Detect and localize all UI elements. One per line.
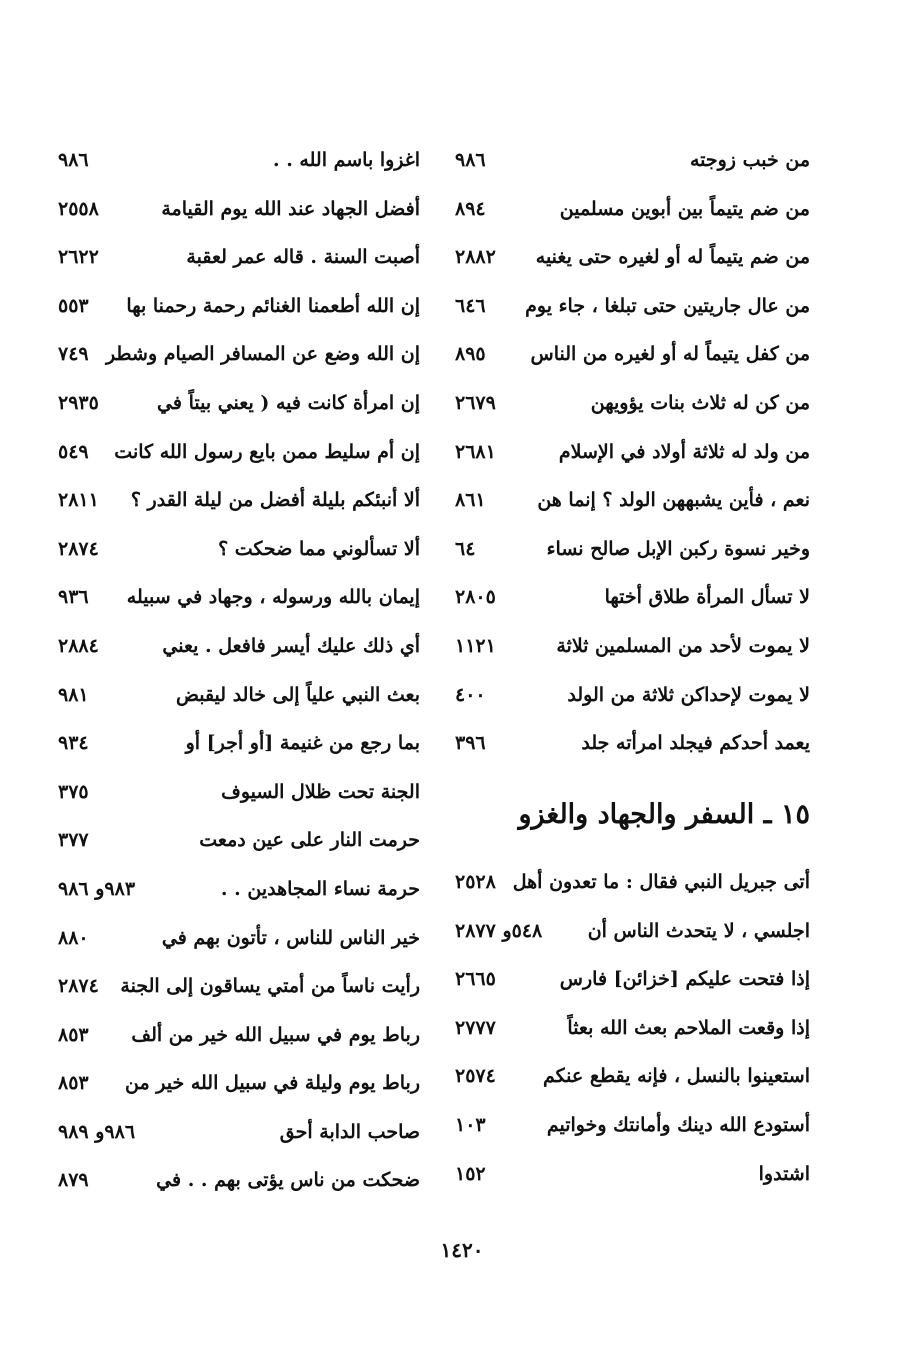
index-entry (455, 189, 810, 238)
index-entry (58, 723, 420, 772)
right-index-column (455, 140, 810, 772)
index-entry (58, 1015, 420, 1064)
index-entry (58, 1112, 420, 1161)
entry-text: لا يموت لأحد من المسلمين ثلاثة (556, 634, 810, 657)
entry-text: لا يموت لإحداكن ثلاثة من الولد (567, 683, 810, 706)
index-entry (455, 1105, 810, 1154)
index-entry (58, 1063, 420, 1112)
entry-text: لا تسأل المرأة طلاق أختها (604, 586, 810, 609)
entry-reference-number: ٣٩٦ (455, 732, 486, 755)
index-entry (58, 577, 420, 626)
index-entry (455, 959, 810, 1008)
index-entry (58, 675, 420, 724)
entry-text: استعينوا بالنسل ، فإنه يقطع عنكم (543, 1065, 810, 1088)
entry-reference-number: ٢٥٧٤ (455, 1065, 496, 1088)
entry-text: من عال جاريتين حتى تبلغا ، جاء يوم (525, 294, 810, 317)
right-index-column-section-15 (455, 862, 810, 1202)
index-entry (455, 1154, 810, 1203)
entry-reference-number: ٥٥٣ (58, 294, 89, 317)
entry-text: من خبب زوجته (689, 149, 810, 171)
entry-reference-number: ٨٨٠ (58, 926, 89, 949)
entry-text: أصبت السنة . قاله عمر لعقبة (186, 246, 420, 269)
entry-text: رباط يوم في سبيل الله خير من ألف (131, 1023, 420, 1046)
entry-reference-number: ٢٧٧٧ (455, 1016, 496, 1039)
index-entry (58, 480, 420, 529)
entry-reference-number: ٧٤٩ (58, 343, 89, 366)
entry-text: إذا وقعت الملاحم بعث الله بعثاً (567, 1016, 810, 1039)
entry-reference-number: ٣٧٧ (58, 829, 89, 852)
entry-text: من كفل يتيماً له أو لغيره من الناس (530, 343, 810, 366)
entry-text: اجلسي ، لا يتحدث الناس أن (587, 919, 810, 942)
index-entry (455, 1008, 810, 1057)
entry-text: إيمان بالله ورسوله ، وجهاد في سبيله (126, 586, 420, 609)
entry-reference-number: ٢٦٨١ (455, 440, 496, 463)
entry-text: إن الله وضع عن المسافر الصيام وشطر (105, 343, 420, 366)
entry-reference-number: ٨٩٥ (455, 343, 486, 366)
entry-text: ألا أنبئكم بليلة أفضل من ليلة القدر ؟ (130, 489, 420, 512)
entry-reference-number: ٢٩٣٥ (58, 391, 99, 414)
entry-text: أي ذلك عليك أيسر فافعل . يعني (162, 634, 420, 657)
entry-reference-number: ٤٠٠ (455, 683, 486, 706)
index-entry (455, 577, 810, 626)
index-entry (455, 529, 810, 578)
entry-text: من ضم يتيماً بين أبوين مسلمين (559, 197, 810, 220)
entry-text: اشتدوا (758, 1162, 810, 1185)
entry-reference-number: ٣٧٥ (58, 780, 89, 803)
entry-text: اغزوا باسم الله . . (272, 149, 420, 171)
index-entry (58, 918, 420, 967)
index-entry (455, 286, 810, 335)
entry-reference-number: ٨٧٩ (58, 1169, 89, 1192)
index-entry (58, 189, 420, 238)
entry-text: وخير نسوة ركبن الإبل صالح نساء (546, 537, 810, 560)
entry-reference-number: ٢٨٧٤ (58, 975, 99, 998)
index-entry (455, 140, 810, 189)
entry-reference-number: ٩٨٦ (58, 149, 89, 171)
entry-text: الجنة تحت ظلال السيوف (221, 780, 420, 803)
entry-text: أتى جبريل النبي فقال : ما تعدون أهل (512, 871, 810, 893)
entry-reference-number: ٩٣٤ (58, 732, 89, 755)
entry-reference-number: ٩٣٦ (58, 586, 89, 609)
entry-text: خير الناس للناس ، تأتون بهم في (161, 926, 420, 949)
index-entry (58, 140, 420, 189)
entry-reference-number: ٩٨١ (58, 683, 89, 706)
entry-reference-number: ٥٤٨و ٢٨٧٧ (455, 919, 543, 942)
entry-text: من ضم يتيماً له أو لغيره حتى يغنيه (535, 246, 810, 269)
entry-reference-number: ١٥٢ (455, 1162, 486, 1185)
entry-reference-number: ٢٨٠٥ (455, 586, 496, 609)
entry-text: إن امرأة كانت فيه ( يعني بيتاً في (157, 391, 420, 414)
entry-reference-number: ٨٦١ (455, 489, 486, 512)
section-heading: ١٥ ـ السفر والجهاد والغزو (518, 799, 810, 830)
index-entry (455, 334, 810, 383)
entry-reference-number: ٢٦٢٢ (58, 246, 99, 269)
entry-reference-number: ٦٤ (455, 537, 476, 560)
entry-reference-number: ١٠٣ (455, 1113, 486, 1136)
entry-reference-number: ٢٥٢٨ (455, 871, 496, 893)
entry-text: نعم ، فأين يشبههن الولد ؟ إنما هن (537, 489, 810, 512)
entry-text: رباط يوم وليلة في سبيل الله خير من (124, 1072, 420, 1095)
index-entry (455, 626, 810, 675)
page-number: ١٤٢٠ (440, 1238, 484, 1262)
index-entry (455, 911, 810, 960)
entry-reference-number: ٢٦٦٥ (455, 968, 496, 991)
entry-text: ألا تسألوني مما ضحكت ؟ (218, 537, 420, 560)
index-entry (455, 862, 810, 911)
entry-text: حرمت النار على عين دمعت (199, 829, 420, 852)
entry-text: صاحب الدابة أحق (279, 1120, 420, 1143)
index-entry (58, 1160, 420, 1209)
entry-reference-number: ٢٥٥٨ (58, 197, 99, 220)
index-entry (455, 1056, 810, 1105)
entry-reference-number: ٨٥٣ (58, 1023, 89, 1046)
entry-text: يعمد أحدكم فيجلد امرأته جلد (581, 732, 810, 755)
index-entry (58, 820, 420, 869)
entry-reference-number: ١١٢١ (455, 634, 496, 657)
entry-reference-number: ٢٨٨٢ (455, 246, 496, 269)
entry-reference-number: ٢٨٨٤ (58, 634, 99, 657)
left-index-column (58, 140, 420, 1209)
index-entry (455, 675, 810, 724)
index-entry (455, 237, 810, 286)
entry-text: إن أم سليط ممن بايع رسول الله كانت (114, 440, 420, 463)
entry-reference-number: ٥٤٩ (58, 440, 89, 463)
index-entry (455, 723, 810, 772)
index-entry (58, 626, 420, 675)
entry-reference-number: ٦٤٦ (455, 294, 486, 317)
entry-text: إن الله أطعمنا الغنائم رحمة رحمنا بها (126, 294, 420, 317)
index-entry (455, 383, 810, 432)
entry-reference-number: ٩٨٦ (455, 149, 486, 171)
index-entry (58, 334, 420, 383)
entry-text: ضحكت من ناس يؤتى بهم . . في (156, 1169, 420, 1192)
index-entry (455, 480, 810, 529)
entry-reference-number: ٢٨١١ (58, 489, 99, 512)
entry-reference-number: ٨٥٣ (58, 1072, 89, 1095)
index-entry (58, 383, 420, 432)
entry-text: حرمة نساء المجاهدين . . (220, 877, 420, 900)
entry-text: من ولد له ثلاثة أولاد في الإسلام (558, 440, 810, 463)
entry-reference-number: ٩٨٣و ٩٨٦ (58, 877, 136, 900)
index-entry (58, 869, 420, 918)
entry-text: إذا فتحت عليكم [خزائن] فارس (559, 968, 810, 991)
index-entry (58, 237, 420, 286)
entry-text: أستودع الله دينك وأمانتك وخواتيم (546, 1113, 810, 1136)
entry-text: بما رجع من غنيمة [أو أجر] أو (185, 732, 420, 755)
entry-reference-number: ٨٩٤ (455, 197, 486, 220)
index-entry (58, 966, 420, 1015)
entry-reference-number: ٢٨٧٤ (58, 537, 99, 560)
index-entry (455, 432, 810, 481)
index-entry (58, 432, 420, 481)
index-entry (58, 529, 420, 578)
index-entry (58, 286, 420, 335)
entry-text: من كن له ثلاث بنات يؤويهن (590, 391, 810, 414)
entry-text: رأيت ناساً من أمتي يساقون إلى الجنة (120, 975, 420, 998)
entry-reference-number: ٩٨٦و ٩٨٩ (58, 1120, 136, 1143)
entry-reference-number: ٢٦٧٩ (455, 391, 496, 414)
entry-text: بعث النبي علياً إلى خالد ليقبض (175, 683, 420, 706)
entry-text: أفضل الجهاد عند الله يوم القيامة (161, 197, 420, 220)
index-entry (58, 772, 420, 821)
